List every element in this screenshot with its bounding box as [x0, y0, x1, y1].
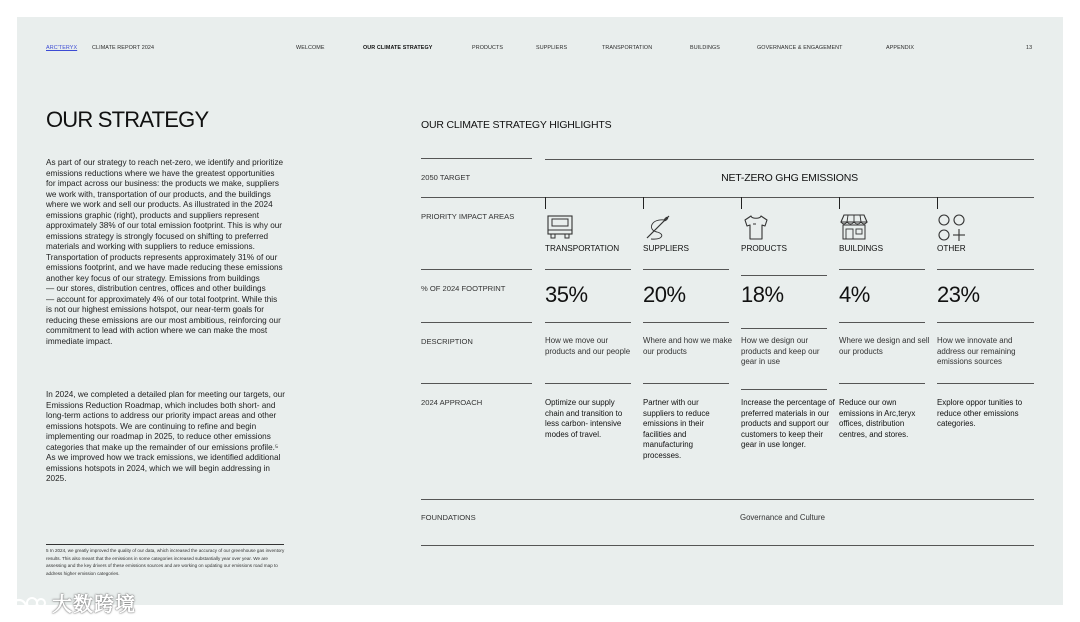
divider	[937, 383, 1034, 384]
description-transportation: How we move our products and our people	[545, 336, 631, 356]
connector	[741, 197, 742, 209]
percent-suppliers: 20%	[643, 282, 686, 307]
divider	[545, 269, 631, 270]
description-buildings: Where we design and sell our products	[839, 336, 930, 356]
watermark	[10, 588, 136, 617]
nav-buildings[interactable]: BUILDINGS	[690, 45, 720, 51]
nav-transportation[interactable]: TRANSPORTATION	[602, 45, 653, 51]
highlights-heading: OUR CLIMATE STRATEGY HIGHLIGHTS	[421, 119, 612, 131]
category-label-suppliers: SUPPLIERS	[643, 244, 689, 253]
shapes-icon	[937, 212, 967, 242]
intro-text	[46, 158, 286, 347]
divider	[643, 383, 729, 384]
divider	[741, 275, 827, 276]
paragraph: — account for approximately 4% of our total footprint. While this	[46, 294, 278, 304]
percent-buildings: 4%	[839, 282, 870, 307]
needle-thread-icon	[643, 212, 673, 242]
divider	[937, 269, 1034, 270]
report-page	[17, 17, 1063, 605]
connector	[545, 197, 546, 209]
divider	[741, 389, 827, 390]
row-label-foundations: FOUNDATIONS	[421, 513, 476, 522]
description-products: How we design our products and keep our gear in use	[741, 336, 820, 366]
percent-other: 23%	[937, 282, 980, 307]
connector	[839, 197, 840, 209]
storefront-icon	[839, 212, 869, 242]
divider	[545, 383, 631, 384]
category-label-transportation: TRANSPORTATION	[545, 244, 620, 253]
nav-our-climate-strategy[interactable]: OUR CLIMATE STRATEGY	[363, 45, 433, 51]
category-label-buildings: BUILDINGS	[839, 244, 884, 253]
connector	[937, 197, 938, 209]
divider	[421, 269, 532, 270]
approach-buildings: Reduce our own emissions in Arc,teryx offices, distribution centres, and stores.	[839, 398, 916, 439]
paragraph: — our stores, distribution centres, offices and other buildings	[46, 284, 266, 293]
paragraph: As part of our strategy to reach net-zero, we identify and prioritize emissions reductions where we have the greatest opportunities for impact across our business: the products we make, suppliers we work with, transportation of our products, and the buildings where we work and sell our products. As illustrated in the 2024 emissions graphic (right), products and suppliers represent approximately 38% of our total emission footprint. This is why our emissions strategy is strongly focused on shifting to preferred materials and working with suppliers to reduce emissions.	[46, 158, 284, 251]
nav-suppliers[interactable]: SUPPLIERS	[536, 45, 568, 51]
divider	[545, 159, 1034, 160]
nav-welcome[interactable]: WELCOME	[296, 45, 325, 51]
row-label-approach: 2024 APPROACH	[421, 398, 483, 407]
tshirt-icon	[741, 212, 771, 242]
divider	[937, 322, 1034, 323]
footnote: 5 In 2024, we greatly improved the quality of our data, which increased the accuracy of our greenhouse gas inventory results. This also meant that the emissions in some categories increased substantially year over year. We are assessing and the key drivers of these emissions sources and are working on updating our emissions road map to address higher emission categories.	[46, 548, 285, 576]
approach-suppliers: Partner with our suppliers to reduce emissions in their facilities and manufacturing processes.	[643, 398, 710, 460]
approach-products: Increase the percentage of preferred materials in our products and support our customers to keep their gear in use longer.	[741, 398, 835, 449]
divider	[839, 322, 925, 323]
divider	[741, 328, 827, 329]
percent-transportation: 35%	[545, 282, 588, 307]
page-number: 13	[1026, 45, 1033, 51]
brand-link[interactable]: ARC'TERYX	[46, 45, 78, 51]
divider	[421, 158, 532, 159]
footnote-divider	[46, 544, 284, 545]
connector	[643, 197, 644, 209]
divider	[839, 383, 925, 384]
divider	[421, 545, 1034, 546]
divider	[643, 269, 729, 270]
approach-transportation: Optimize our supply chain and transition to less carbon- intensive modes of travel.	[545, 398, 623, 439]
divider	[839, 269, 925, 270]
report-title: CLIMATE REPORT 2024	[92, 45, 155, 51]
description-suppliers: Where and how we make our products	[643, 336, 733, 356]
nav-products[interactable]: PRODUCTS	[472, 45, 504, 51]
paragraph: In 2024, we completed a detailed plan for meeting our targets, our Emissions Reduction Roadmap, which includes both short- and long-term actions to address our priority impact areas and other emissions hotspots. We are continuing to refine and begin implementing our roadmap in 2025, to reduce other emissions categories that make up the remainder of our emissions profile.⁵ As we improved how we track emissions, we identified additional emissions hotspots in 2024, which we will begin addressing in 2025.	[46, 390, 285, 483]
row-label-priority: PRIORITY IMPACT AREAS	[421, 212, 515, 221]
category-label-other: OTHER	[937, 244, 966, 253]
row-label-description: DESCRIPTION	[421, 337, 473, 346]
percent-products: 18%	[741, 282, 784, 307]
row-label-target: 2050 TARGET	[421, 173, 471, 182]
category-label-products: PRODUCTS	[741, 244, 787, 253]
truck-icon	[545, 212, 575, 242]
nav-governance-engagement[interactable]: GOVERNANCE & ENGAGEMENT	[757, 45, 843, 51]
divider	[545, 322, 631, 323]
divider	[421, 322, 532, 323]
nav-appendix[interactable]: APPENDIX	[886, 45, 915, 51]
foundations-value: Governance and Culture	[740, 513, 825, 522]
divider	[421, 499, 1034, 500]
description-other: How we innovate and address our remaining emissions sources	[937, 336, 1016, 366]
paragraph: Transportation of products represents approximately 31% of our emissions footprint, and we have made reducing these emissions another key focus of our strategy. Emissions from buildings	[46, 252, 283, 283]
net-zero-target: NET-ZERO GHG EMISSIONS	[721, 172, 858, 184]
watermark-logo-icon	[10, 596, 48, 616]
divider	[421, 383, 532, 384]
approach-other: Explore oppor tunities to reduce other emissions categories.	[937, 398, 1023, 428]
page-title: OUR STRATEGY	[46, 107, 209, 132]
roadmap-text	[46, 390, 286, 485]
watermark-text: 大数跨境	[52, 594, 136, 616]
divider	[643, 322, 729, 323]
row-label-footprint: % OF 2024 FOOTPRINT	[421, 284, 506, 293]
paragraph: is not our highest emissions hotspot, our near-term goals for reducing these emissions are our most ambitious, reinforcing our commitment to lead with action where we can make the most immediate impact.	[46, 305, 281, 346]
divider	[421, 197, 1034, 198]
